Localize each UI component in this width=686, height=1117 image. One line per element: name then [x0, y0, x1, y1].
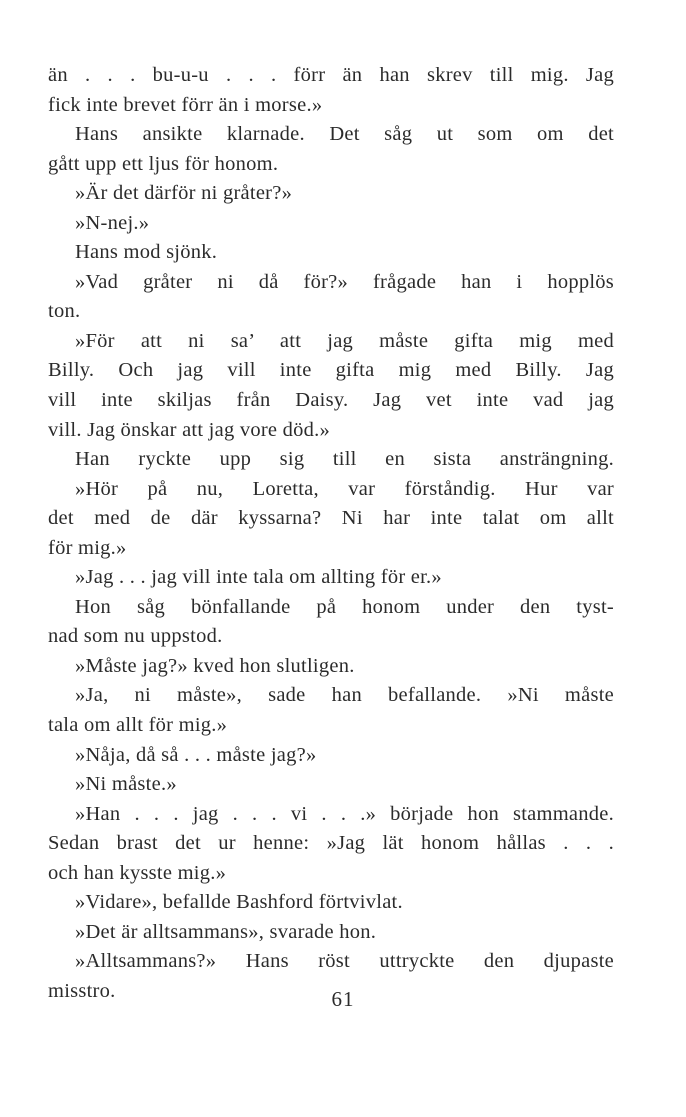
text-line-29: »Vidare», befallde Bashford förtvivlat. — [75, 891, 403, 914]
text-line-8: »Vad gråter ni då för?» frågade han i hopplös — [75, 270, 614, 293]
text-line-23: tala om allt för mig.» — [48, 714, 228, 737]
text-line-4: gått upp ett ljus för honom. — [48, 152, 279, 175]
text-line-7: Hans mod sjönk. — [75, 241, 218, 264]
text-line-27: Sedan brast det ur henne: »Jag lät honom hållas . . . — [48, 832, 614, 855]
text-line-15: »Hör på nu, Loretta, var förståndig. Hur var — [75, 477, 614, 500]
text-line-2: fick inte brevet förr än i morse.» — [48, 93, 323, 116]
text-line-17: för mig.» — [48, 536, 127, 559]
text-line-3: Hans ansikte klarnade. Det såg ut som om det — [75, 123, 614, 146]
text-line-1: än . . . bu-u-u . . . förr än han skrev till mig. Jag — [48, 64, 614, 86]
text-line-12: vill inte skiljas från Daisy. Jag vet inte vad jag — [48, 389, 614, 412]
text-line-5: »Är det därför ni gråter?» — [75, 182, 293, 205]
text-line-25: »Ni måste.» — [75, 773, 177, 796]
text-line-13: vill. Jag önskar att jag vore död.» — [48, 418, 331, 441]
text-line-22: »Ja, ni måste», sade han befallande. »Ni måste — [75, 684, 614, 707]
text-line-24: »Nåja, då så . . . måste jag?» — [75, 743, 317, 766]
text-line-18: »Jag . . . jag vill inte tala om allting för er.» — [75, 566, 442, 589]
text-line-6: »N-nej.» — [75, 211, 150, 234]
text-line-19: Hon såg bönfallande på honom under den tyst- — [75, 595, 614, 618]
text-line-20: nad som nu uppstod. — [48, 625, 223, 648]
text-line-16: det med de där kyssarna? Ni har inte talat om allt — [48, 507, 614, 530]
page-number: 61 — [331, 987, 355, 1011]
text-line-31: »Alltsammans?» Hans röst uttryckte den djupaste — [75, 950, 614, 973]
body-text — [48, 61, 614, 1007]
text-line-10: »För att ni sa’ att jag måste gifta mig med — [75, 329, 614, 352]
text-line-30: »Det är alltsammans», svarade hon. — [75, 920, 377, 943]
text-line-11: Billy. Och jag vill inte gifta mig med Billy. Jag — [48, 359, 614, 382]
text-line-14: Han ryckte upp sig till en sista ansträngning. — [75, 448, 614, 471]
text-line-28: och han kysste mig.» — [48, 861, 227, 884]
text-line-32: misstro. — [48, 979, 116, 1002]
text-line-9: ton. — [48, 300, 81, 323]
text-line-21: »Måste jag?» kved hon slutligen. — [75, 654, 355, 677]
text-line-26: »Han . . . jag . . . vi . . .» började hon stammande. — [75, 802, 614, 825]
